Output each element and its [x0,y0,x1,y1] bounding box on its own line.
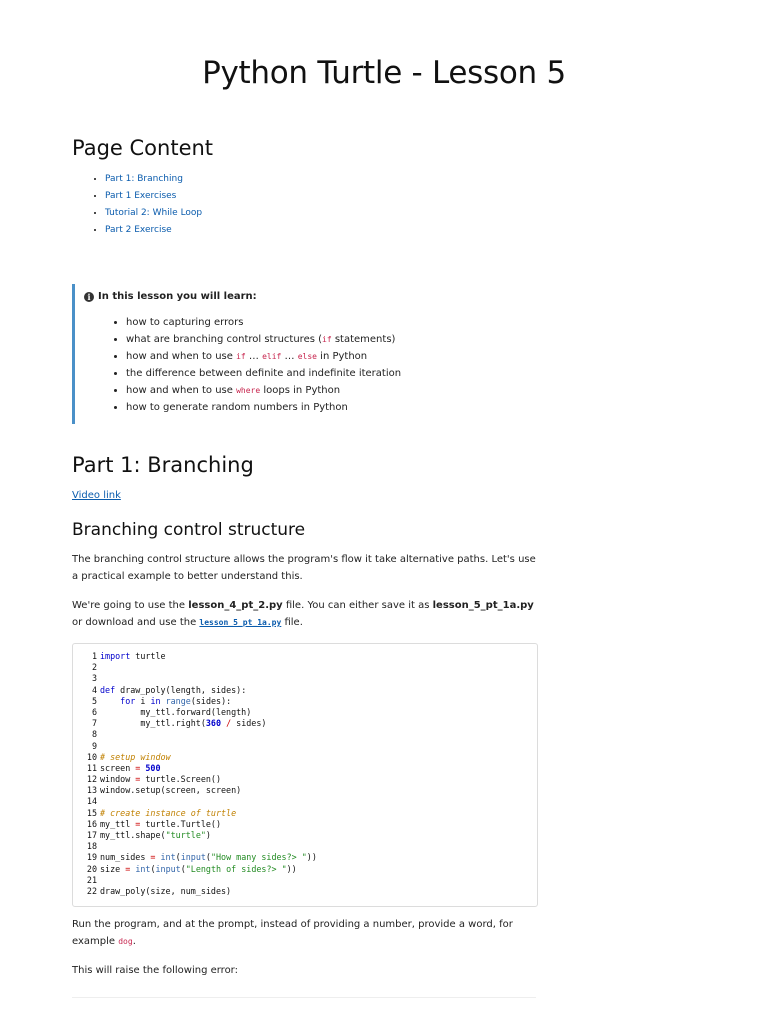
line-number: 18 [86,841,97,852]
code-line [79,729,317,740]
toc-link-tutorial2[interactable]: Tutorial 2: While Loop [105,208,203,218]
objective-text: … [245,351,263,362]
code-line [79,841,317,852]
toc-item [105,205,202,222]
table-of-contents [90,171,202,239]
line-number: 9 [91,740,97,751]
download-file-link[interactable]: lesson_5_pt_1a.py [199,618,282,627]
filename-bold: lesson_4_pt_2.py [188,600,283,611]
inline-code: dog [118,937,133,946]
code-text: my_ttl.shape("turtle") [100,830,211,840]
file-instructions-paragraph [72,597,538,631]
code-line [79,852,317,863]
video-link-para [72,487,538,504]
branching-subheading: Branching control structure [72,520,306,540]
objective-item [126,399,401,416]
paragraph-text: . [132,936,136,947]
objective-text: how to generate random numbers in Python [126,402,348,413]
filename-bold: lesson_5_pt_1a.py [432,600,534,611]
line-number: 22 [86,885,97,896]
callout-heading: In this lesson you will learn: [98,291,257,302]
toc-item [105,222,202,239]
code-line [79,864,317,875]
branching-intro-paragraph: The branching control structure allows the program's flow it take alternative paths. Let's use a practical example to better understand this. [72,554,536,582]
code-line [79,707,317,718]
info-icon: i [84,292,94,302]
objective-text: … [281,351,298,362]
toc-item [105,188,202,205]
code-text: num_sides = int(input("How many sides?> ")) [100,852,317,863]
code-block[interactable] [72,643,538,907]
objective-text: how and when to use [126,385,237,396]
code-text: # create instance of turtle [100,807,237,818]
code-line [79,752,317,763]
objective-text: loops in Python [260,385,341,396]
code-line [79,886,317,897]
error-intro-paragraph: This will raise the following error: [72,965,238,976]
objective-item [126,365,401,382]
code-text: draw_poly(size, num_sides) [100,885,232,896]
code-text: screen = 500 [100,762,161,773]
line-number: 15 [86,807,97,818]
line-number: 20 [86,863,97,874]
objectives-list [112,314,401,416]
objective-text: in Python [316,351,368,362]
line-number: 21 [86,874,97,885]
inline-code: else [297,352,317,361]
code-line [79,819,317,830]
inline-code: if [322,335,332,344]
toc-link-part1-branching[interactable]: Part 1: Branching [105,174,183,184]
toc-link-part1-exercises[interactable]: Part 1 Exercises [105,191,177,201]
code-text: my_ttl = turtle.Turtle() [100,818,222,829]
code-text: window.setup(screen, screen) [100,785,242,796]
next-block-edge [72,997,536,998]
callout-header [84,291,257,302]
objective-item [126,314,401,331]
code-line [79,741,317,752]
line-number: 17 [86,830,97,840]
page-title: Python Turtle - Lesson 5 [202,55,566,91]
paragraph-text: We're going to use the [72,600,189,611]
code-line [79,808,317,819]
paragraph-text: or download and use the [72,617,200,628]
inline-code: elif [262,352,282,361]
inline-code: where [236,386,261,395]
line-number: 12 [86,774,97,785]
objective-text: what are branching control structures ( [126,334,323,345]
code-line [79,718,317,729]
objective-item [126,382,401,399]
code-line [79,651,317,662]
line-number: 2 [91,662,97,673]
code-line [79,774,317,785]
inline-code: if [236,352,246,361]
objective-item [126,348,401,365]
code-text: for i in range(sides): [120,695,232,706]
code-line [79,662,317,673]
code-text: import turtle [100,651,166,661]
paragraph-text: file. [281,617,303,628]
code-line [79,796,317,807]
learning-objectives-callout [72,284,535,424]
line-number: 6 [91,706,97,717]
code-line [79,830,317,841]
paragraph-text: file. You can either save it as [282,600,433,611]
code-text: # setup window [100,751,171,762]
page-content-heading: Page Content [72,136,214,160]
code-line [79,685,317,696]
code-text: my_ttl.right(360 / sides) [100,718,267,729]
part1-heading: Part 1: Branching [72,453,254,477]
line-number: 10 [86,751,97,762]
code-lines [79,651,317,897]
objective-text: statements) [331,334,396,345]
code-text: window = turtle.Screen() [100,774,222,785]
objective-text: how and when to use [126,351,237,362]
paragraph-text: Run the program, and at the prompt, instead of providing a number, provide a word, for example [72,919,513,947]
code-text: def draw_poly(length, sides): [100,684,247,695]
objective-text: how to capturing errors [126,317,244,328]
code-line [79,763,317,774]
objective-text: the difference between definite and indefinite iteration [126,368,402,379]
line-number: 16 [86,818,97,829]
line-number: 1 [91,651,97,661]
line-number: 8 [91,729,97,740]
code-text: size = int(input("Length of sides?> ")) [100,863,297,874]
line-number: 11 [86,762,97,773]
line-number: 3 [91,673,97,684]
code-line [79,875,317,886]
video-link[interactable]: Video link [72,490,121,501]
code-line [79,673,317,684]
code-line [79,696,317,707]
toc-item [105,171,202,188]
code-text: my_ttl.forward(length) [100,706,252,717]
line-number: 5 [91,695,97,706]
line-number: 14 [86,796,97,807]
line-number: 19 [86,852,97,863]
line-number: 4 [91,684,97,695]
toc-link-part2-exercise[interactable]: Part 2 Exercise [105,225,172,235]
line-number: 7 [91,718,97,729]
run-program-paragraph [72,916,538,950]
code-line [79,785,317,796]
line-number: 13 [86,785,97,796]
objective-item [126,331,401,348]
